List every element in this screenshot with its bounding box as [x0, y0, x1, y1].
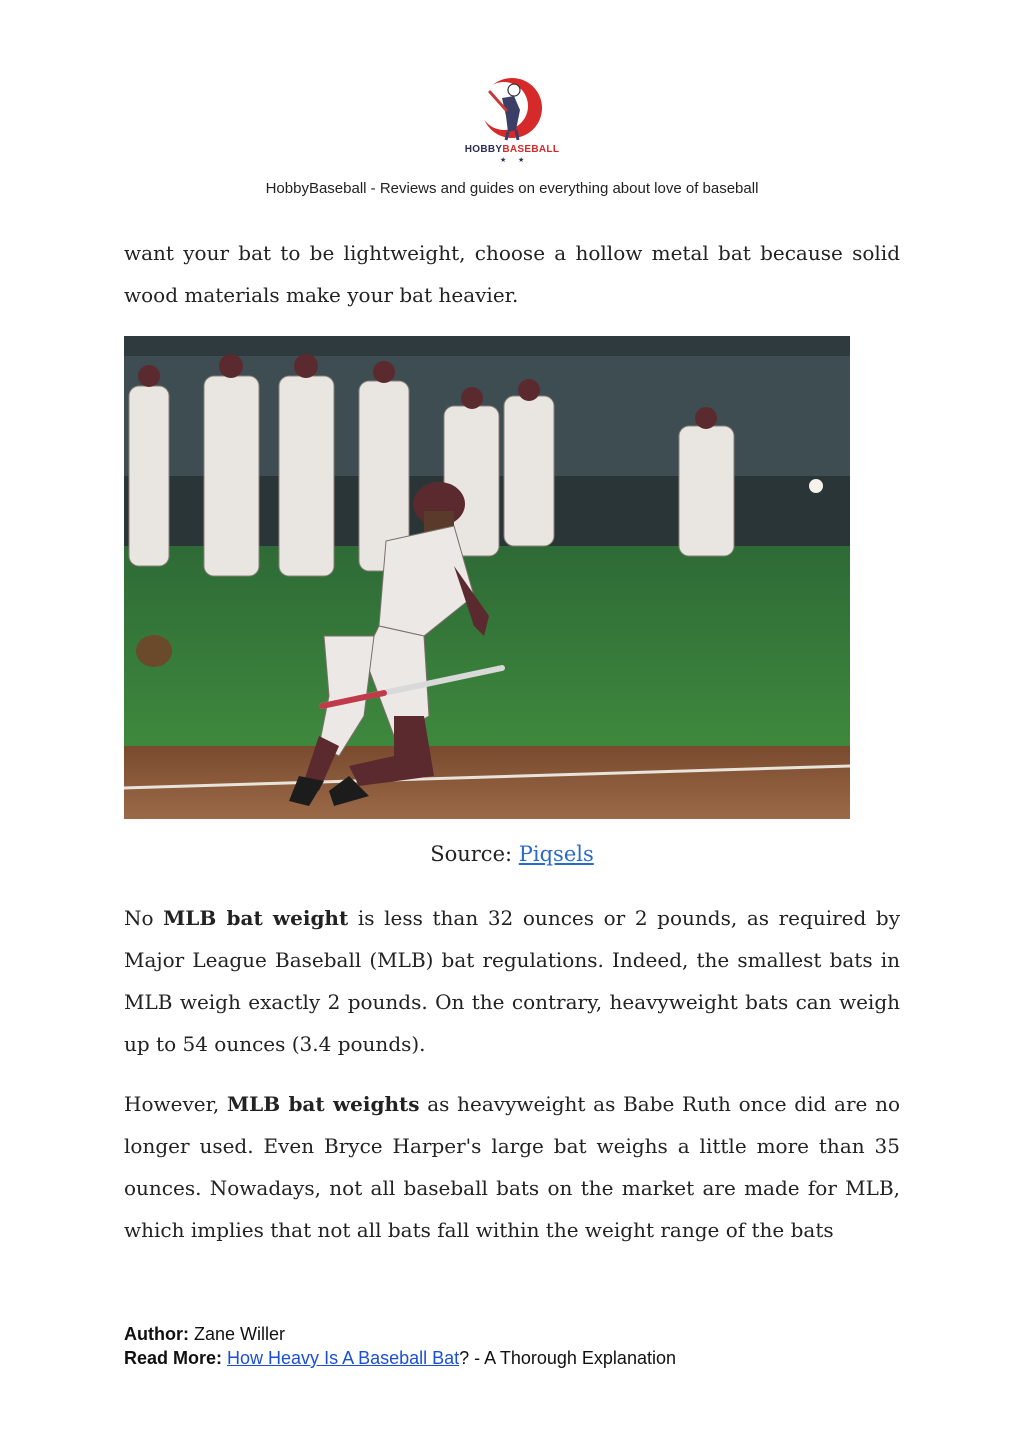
para2-bold: MLB bat weight [163, 906, 349, 930]
author-label: Author: [124, 1324, 189, 1344]
paragraph-mlb-weight [124, 897, 900, 1065]
para2-start: No [124, 906, 164, 930]
svg-text:★: ★ [500, 157, 507, 164]
paragraph-intro: want your bat to be lightweight, choose a hollow metal bat because solid wood materials make your bat heavier. [124, 241, 900, 307]
para3-bold: MLB bat weights [227, 1092, 420, 1116]
para3-rest: as heavyweight as Babe Ruth once did are no longer used. Even Bryce Harper's large bat weighs a little more than 35 ounces. Nowadays, not all baseball bats on the market are made for MLB, which implies that not all bats fall within the weight range of the bats [124, 1092, 900, 1242]
footer [124, 1322, 676, 1370]
hobbybaseball-logo [462, 70, 562, 165]
image-caption [0, 842, 1024, 866]
paragraph-however [124, 1083, 900, 1251]
svg-text:★: ★ [518, 157, 525, 164]
read-more-suffix: ? - A Thorough Explanation [459, 1348, 676, 1368]
para3-start: However, [124, 1092, 228, 1116]
baseball-photo [124, 336, 850, 819]
read-more-link[interactable]: How Heavy Is A Baseball Bat [227, 1348, 460, 1368]
read-more-line [124, 1346, 676, 1370]
svg-text:HOBBYBASEBALL: HOBBYBASEBALL [464, 144, 560, 155]
caption-prefix: Source: [430, 842, 519, 866]
author-line [124, 1322, 676, 1346]
caption-source-link[interactable]: Piqsels [518, 842, 594, 866]
author-name: Zane Willer [188, 1324, 286, 1344]
para2-rest: is less than 32 ounces or 2 pounds, as required by Major League Baseball (MLB) bat regulations. Indeed, the smallest bats in MLB weigh exactly 2 pounds. On the contrary, heavyweight bats can weigh up to 54 ounces (3.4 pounds). [124, 906, 901, 1056]
read-more-label: Read More: [124, 1348, 223, 1368]
site-tagline: HobbyBaseball - Reviews and guides on everything about love of baseball [265, 180, 759, 197]
